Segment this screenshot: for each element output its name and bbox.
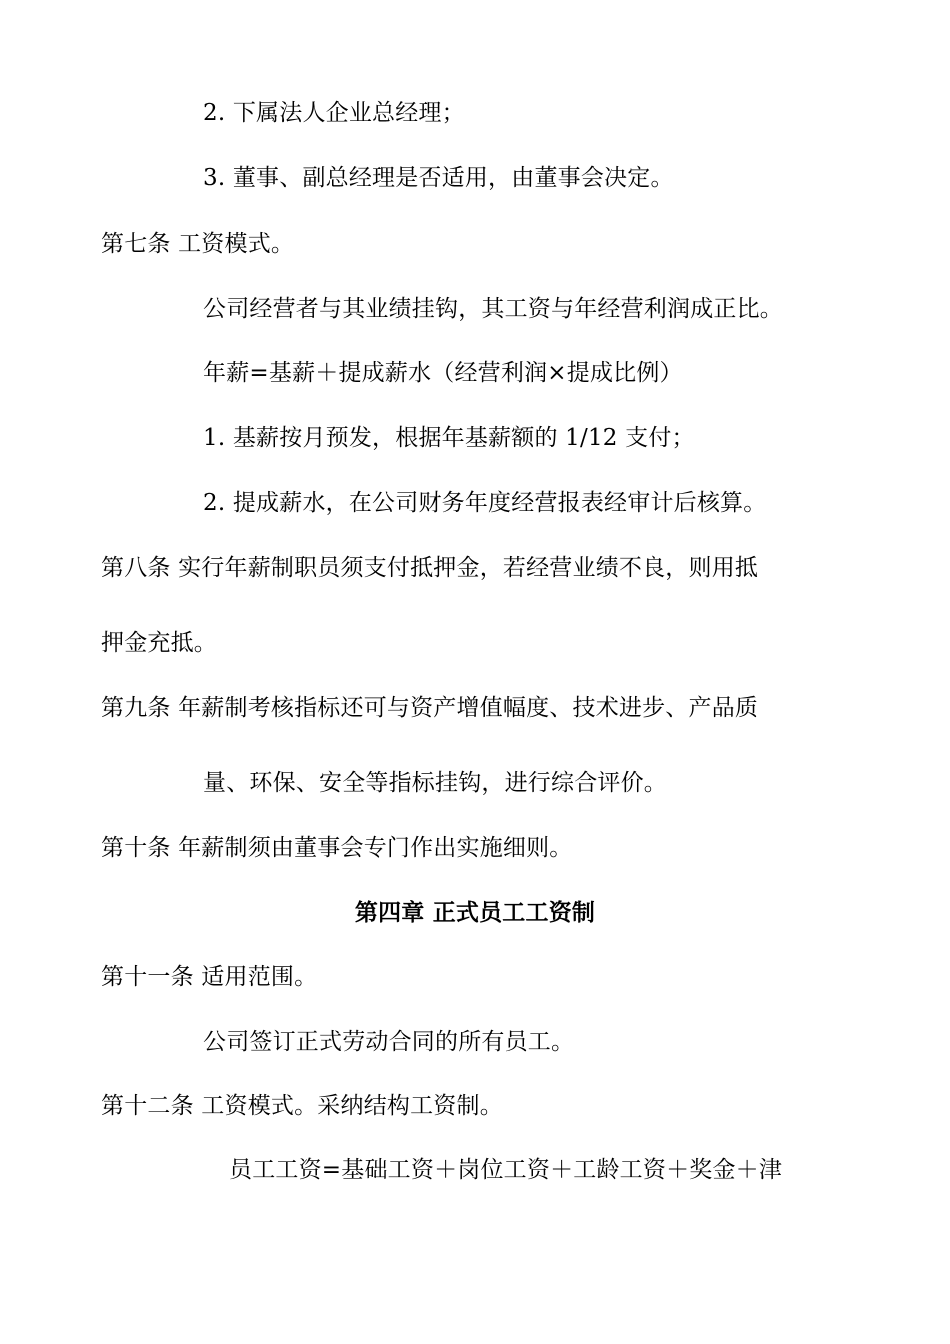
article-10: 第十条 年薪制须由董事会专门作出实施细则。 — [101, 835, 573, 861]
article-9-line-2: 量、环保、安全等指标挂钩，进行综合评价。 — [203, 770, 667, 796]
list-item-3-directors: 3. 董事、副总经理是否适用，由董事会决定。 — [203, 165, 674, 191]
article-7-paragraph: 公司经营者与其业绩挂钩，其工资与年经营利润成正比。 — [203, 296, 783, 322]
article-7-item-1: 1. 基薪按月预发，根据年基薪额的 1/12 支付； — [203, 425, 695, 451]
article-11-paragraph: 公司签订正式劳动合同的所有员工。 — [203, 1029, 575, 1055]
chapter-4-heading: 第四章 正式员工工资制 — [354, 900, 596, 926]
employee-salary-formula: 员工工资=基础工资＋岗位工资＋工龄工资＋奖金＋津 — [229, 1157, 783, 1183]
list-item-2-general-manager: 2. 下属法人企业总经理； — [203, 100, 465, 126]
article-7-item-2: 2. 提成薪水，在公司财务年度经营报表经审计后核算。 — [203, 490, 767, 516]
article-8-line-2: 押金充抵。 — [101, 630, 217, 656]
article-12-title: 第十二条 工资模式。采纳结构工资制。 — [101, 1093, 503, 1119]
article-9-line-1: 第九条 年薪制考核指标还可与资产增值幅度、技术进步、产品质 — [101, 695, 759, 721]
article-11-title: 第十一条 适用范围。 — [101, 964, 318, 990]
article-7-title: 第七条 工资模式。 — [101, 231, 295, 257]
article-8-line-1: 第八条 实行年薪制职员须支付抵押金，若经营业绩不良，则用抵 — [101, 555, 759, 581]
annual-salary-formula: 年薪=基薪＋提成薪水（经营利润×提成比例） — [203, 360, 683, 386]
